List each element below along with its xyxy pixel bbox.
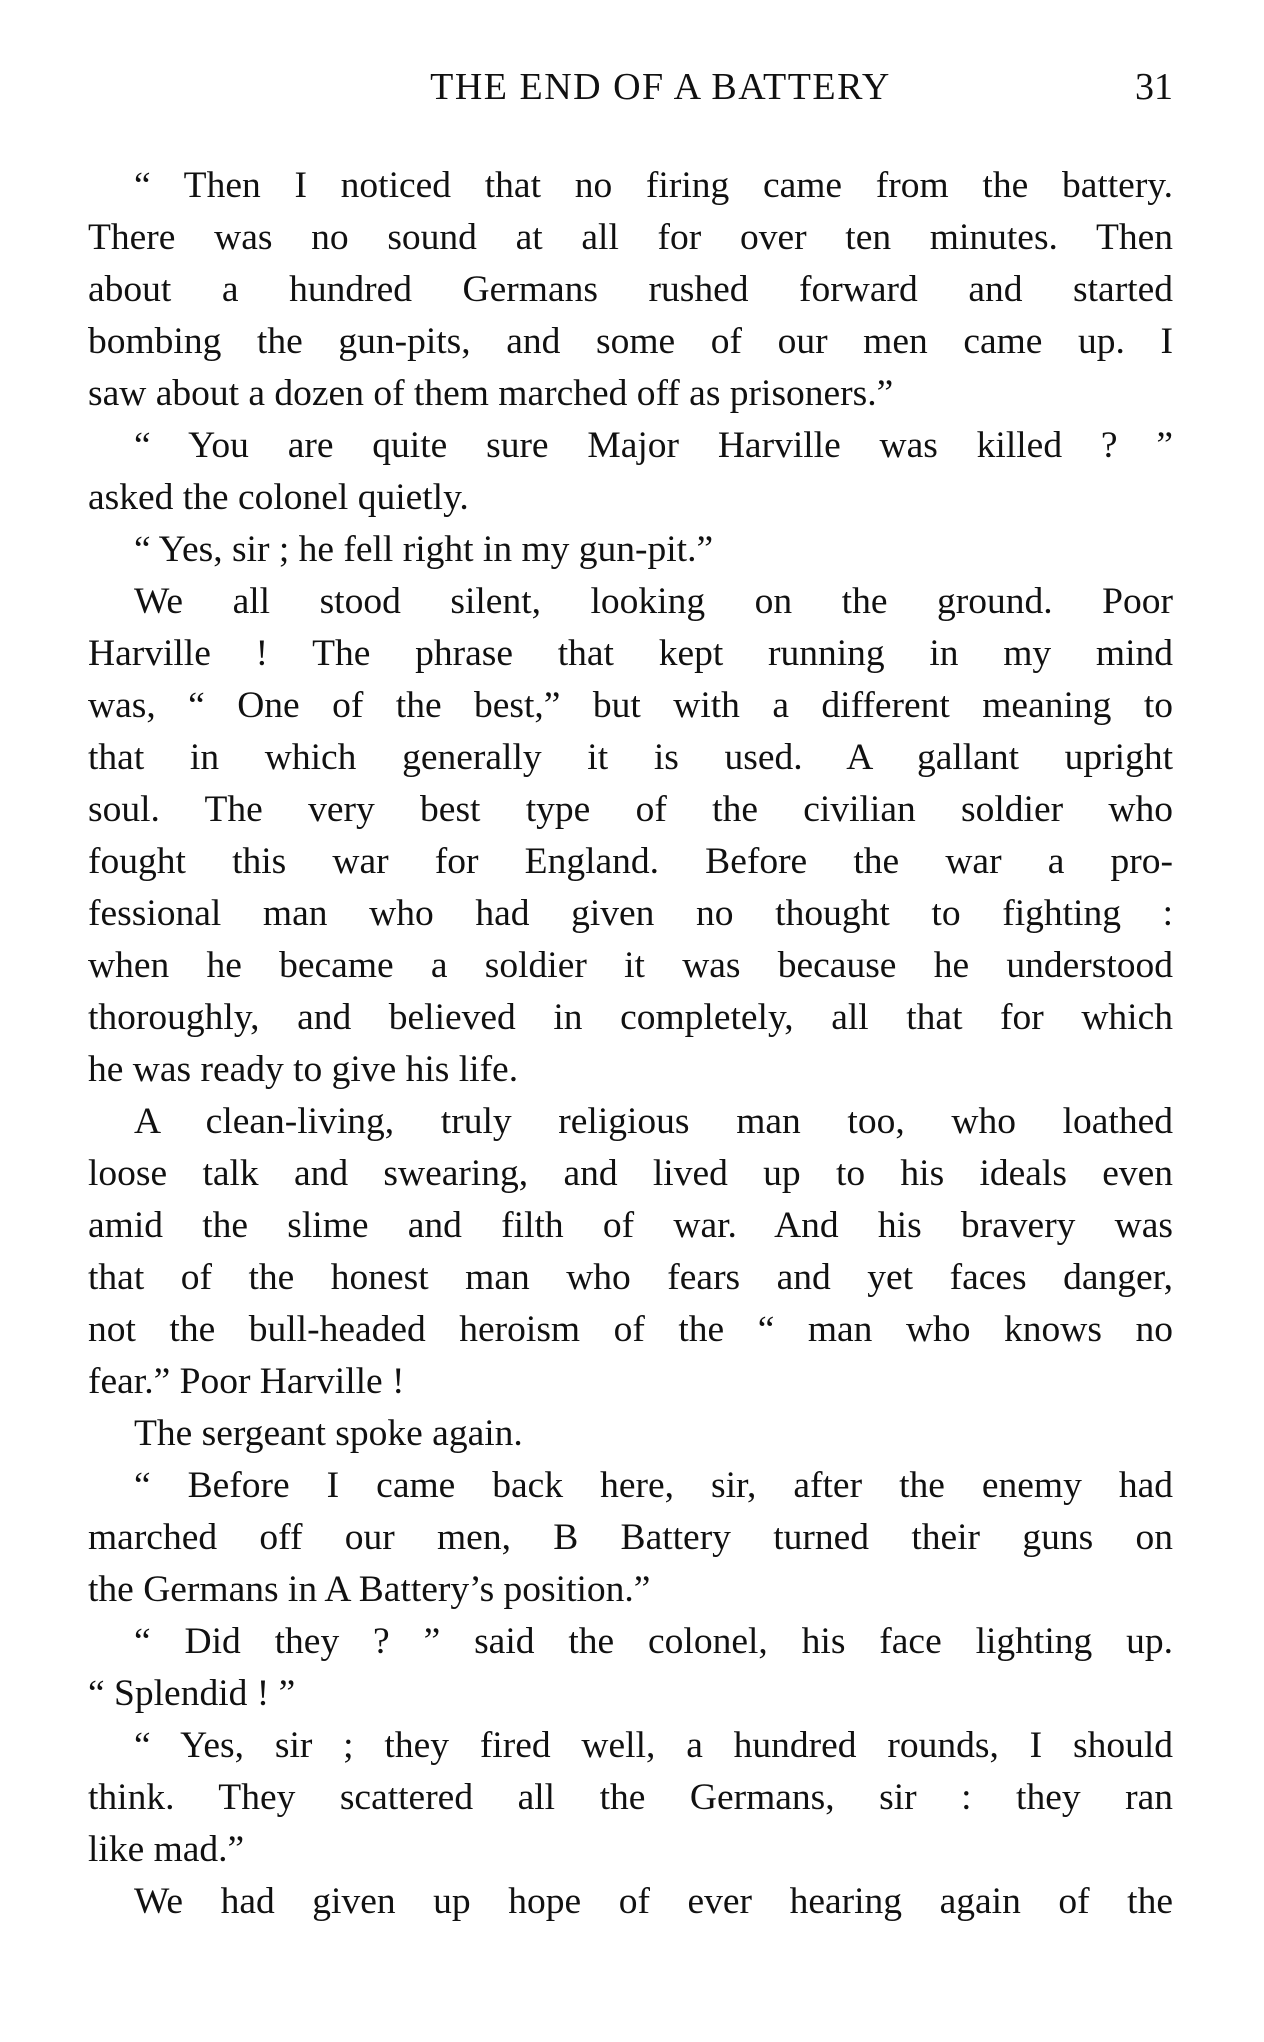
text-line: A clean-living, truly religious man too, who loathed — [134, 1101, 1173, 1142]
text-line: “ Splendid ! ” — [88, 1673, 296, 1714]
text-line: We had given up hope of ever hearing again of the — [134, 1881, 1173, 1922]
text-line: We all stood silent, looking on the ground. Poor — [134, 581, 1173, 622]
text-line: Harville ! The phrase that kept running in my mind — [88, 633, 1173, 674]
text-line: soul. The very best type of the civilian soldier who — [88, 789, 1173, 830]
text-line: that in which generally it is used. A gallant upright — [88, 737, 1173, 778]
text-line: loose talk and swearing, and lived up to his ideals even — [88, 1153, 1173, 1194]
text-line: “ Yes, sir ; he fell right in my gun-pit.” — [134, 529, 714, 570]
running-head — [88, 62, 1173, 112]
text-line: There was no sound at all for over ten minutes. Then — [88, 217, 1173, 258]
text-line: think. They scattered all the Germans, sir : they ran — [88, 1777, 1173, 1818]
text-line: like mad.” — [88, 1829, 245, 1870]
text-line: “ You are quite sure Major Harville was killed ? ” — [134, 425, 1173, 466]
text-line: fessional man who had given no thought to fighting : — [88, 893, 1173, 934]
chapter-title: THE END OF A BATTERY — [430, 66, 891, 108]
text-line: asked the colonel quietly. — [88, 477, 469, 518]
text-line: amid the slime and filth of war. And his bravery was — [88, 1205, 1173, 1246]
text-line: the Germans in A Battery’s position.” — [88, 1569, 651, 1610]
text-line: thoroughly, and believed in completely, all that for which — [88, 997, 1173, 1038]
text-line: marched off our men, B Battery turned their guns on — [88, 1517, 1173, 1558]
text-line: fought this war for England. Before the war a pro- — [88, 841, 1173, 882]
text-line: “ Did they ? ” said the colonel, his face lighting up. — [134, 1621, 1173, 1662]
text-line: when he became a soldier it was because he understood — [88, 945, 1173, 986]
text-line: “ Yes, sir ; they fired well, a hundred rounds, I should — [134, 1725, 1173, 1766]
text-line: The sergeant spoke again. — [134, 1413, 523, 1454]
text-line: not the bull-headed heroism of the “ man who knows no — [88, 1309, 1173, 1350]
text-line: about a hundred Germans rushed forward and started — [88, 269, 1173, 310]
text-line: was, “ One of the best,” but with a different meaning to — [88, 685, 1173, 726]
text-line: saw about a dozen of them marched off as prisoners.” — [88, 373, 894, 414]
text-line: fear.” Poor Harville ! — [88, 1361, 405, 1402]
text-line: “ Then I noticed that no firing came from the battery. — [134, 165, 1173, 206]
text-line: “ Before I came back here, sir, after the enemy had — [134, 1465, 1173, 1506]
text-line: he was ready to give his life. — [88, 1049, 519, 1090]
page-number: 31 — [1135, 66, 1173, 108]
text-line: that of the honest man who fears and yet faces danger, — [88, 1257, 1173, 1298]
body-text — [88, 160, 1173, 1928]
text-line: bombing the gun-pits, and some of our men came up. I — [88, 321, 1173, 362]
